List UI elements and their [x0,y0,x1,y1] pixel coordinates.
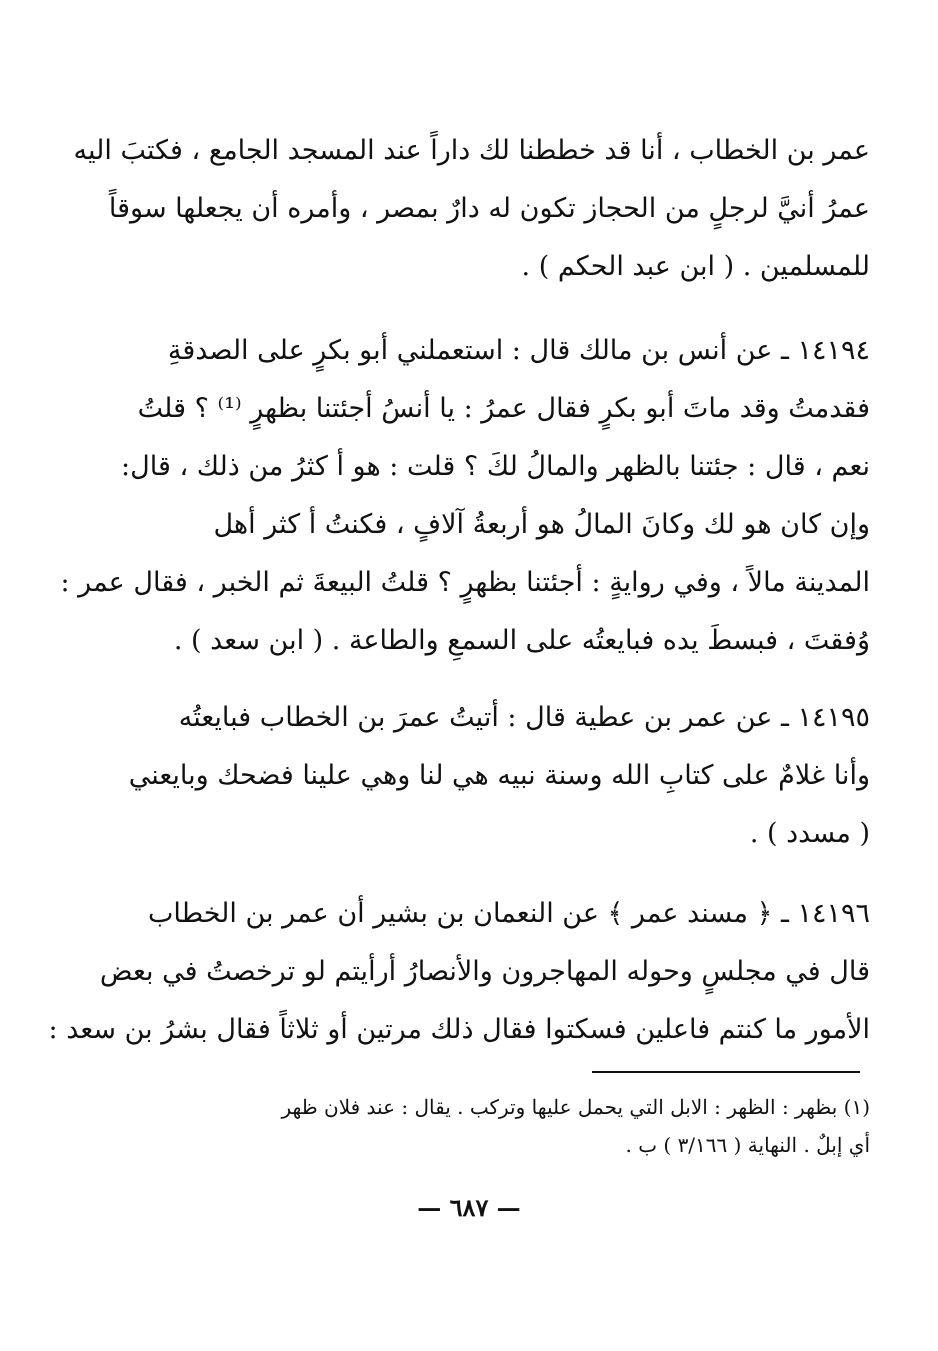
paragraph-continuation [73,122,870,296]
text-line: عمرُ أنيَّ لرجلٍ من الحجاز تكون له دارٌ بمصر ، وأمره أن يجعلها سوقاً [108,193,870,224]
page-number: — ٦٨٧ — [417,1193,521,1222]
text-line: المدينة مالاً ، وفي روايةٍ : أجئتنا بظهرٍ ؟ قلتُ البيعةَ ثم الخبر ، فقال عمر : [60,567,870,598]
text-line: للمسلمين . ( ابن عبد الحكم ) . [521,251,870,282]
text-line: وإن كان هو لك وكانَ المالُ هو أربعةُ آلافٍ ، فكنتُ أ كثر أهل [213,509,870,540]
text-line: قال في مجلسٍ وحوله المهاجرون والأنصارُ أرأيتم لو ترخصتُ في بعض [99,956,870,987]
text-line: فقدمتُ وقد ماتَ أبو بكرٍ فقال عمرُ : يا أنسُ أجئتنا بظهرٍ ⁽¹⁾ ؟ قلتُ [137,393,870,424]
footnote-divider [592,1071,860,1073]
text-line: عمر بن الخطاب ، أنا قد خططنا لك داراً عند المسجد الجامع ، فكتبَ اليه [73,135,870,166]
text-line: وأنا غلامٌ على كتابِ الله وسنة نبيه هي لنا وهي علينا فضحك وبايعني [128,760,870,791]
text-line: الأمور ما كنتم فاعلين فسكتوا فقال ذلك مرتين أو ثلاثاً فقال بشرُ بن سعد : [48,1014,870,1045]
text-line: نعم ، قال : جئتنا بالظهر والمالُ لكَ ؟ قلت : هو أ كثرُ من ذلك ، قال: [121,451,870,482]
footnote-line: (١) بظهر : الظهر : الابل التي يحمل عليها وتركب . يقال : عند فلان ظهر [281,1095,870,1119]
text-line: ١٤١٩٦ ـ ﴿ مسند عمر ﴾ عن النعمان بن بشير أن عمر بن الخطاب [147,898,870,929]
text-line: وُفقتَ ، فبسطَ يده فبايعتُه على السمعِ والطاعة . ( ابن سعد ) . [173,625,870,656]
paragraph-hadith-14196 [48,885,870,1059]
text-line: ( مسدد ) . [749,818,870,849]
paragraph-hadith-14195 [128,689,870,863]
text-line: ١٤١٩٥ ـ عن عمر بن عطية قال : أتيتُ عمرَ بن الخطاب فبايعتُه [178,702,870,733]
text-line: ١٤١٩٤ ـ عن أنس بن مالك قال : استعملني أبو بكرٍ على الصدقةِ [167,335,870,366]
footnotes [150,1088,870,1164]
footnote-line: أي إبلٌ . النهاية ( ٣/١٦٦ ) ب . [625,1133,870,1157]
paragraph-hadith-14194 [60,322,870,670]
